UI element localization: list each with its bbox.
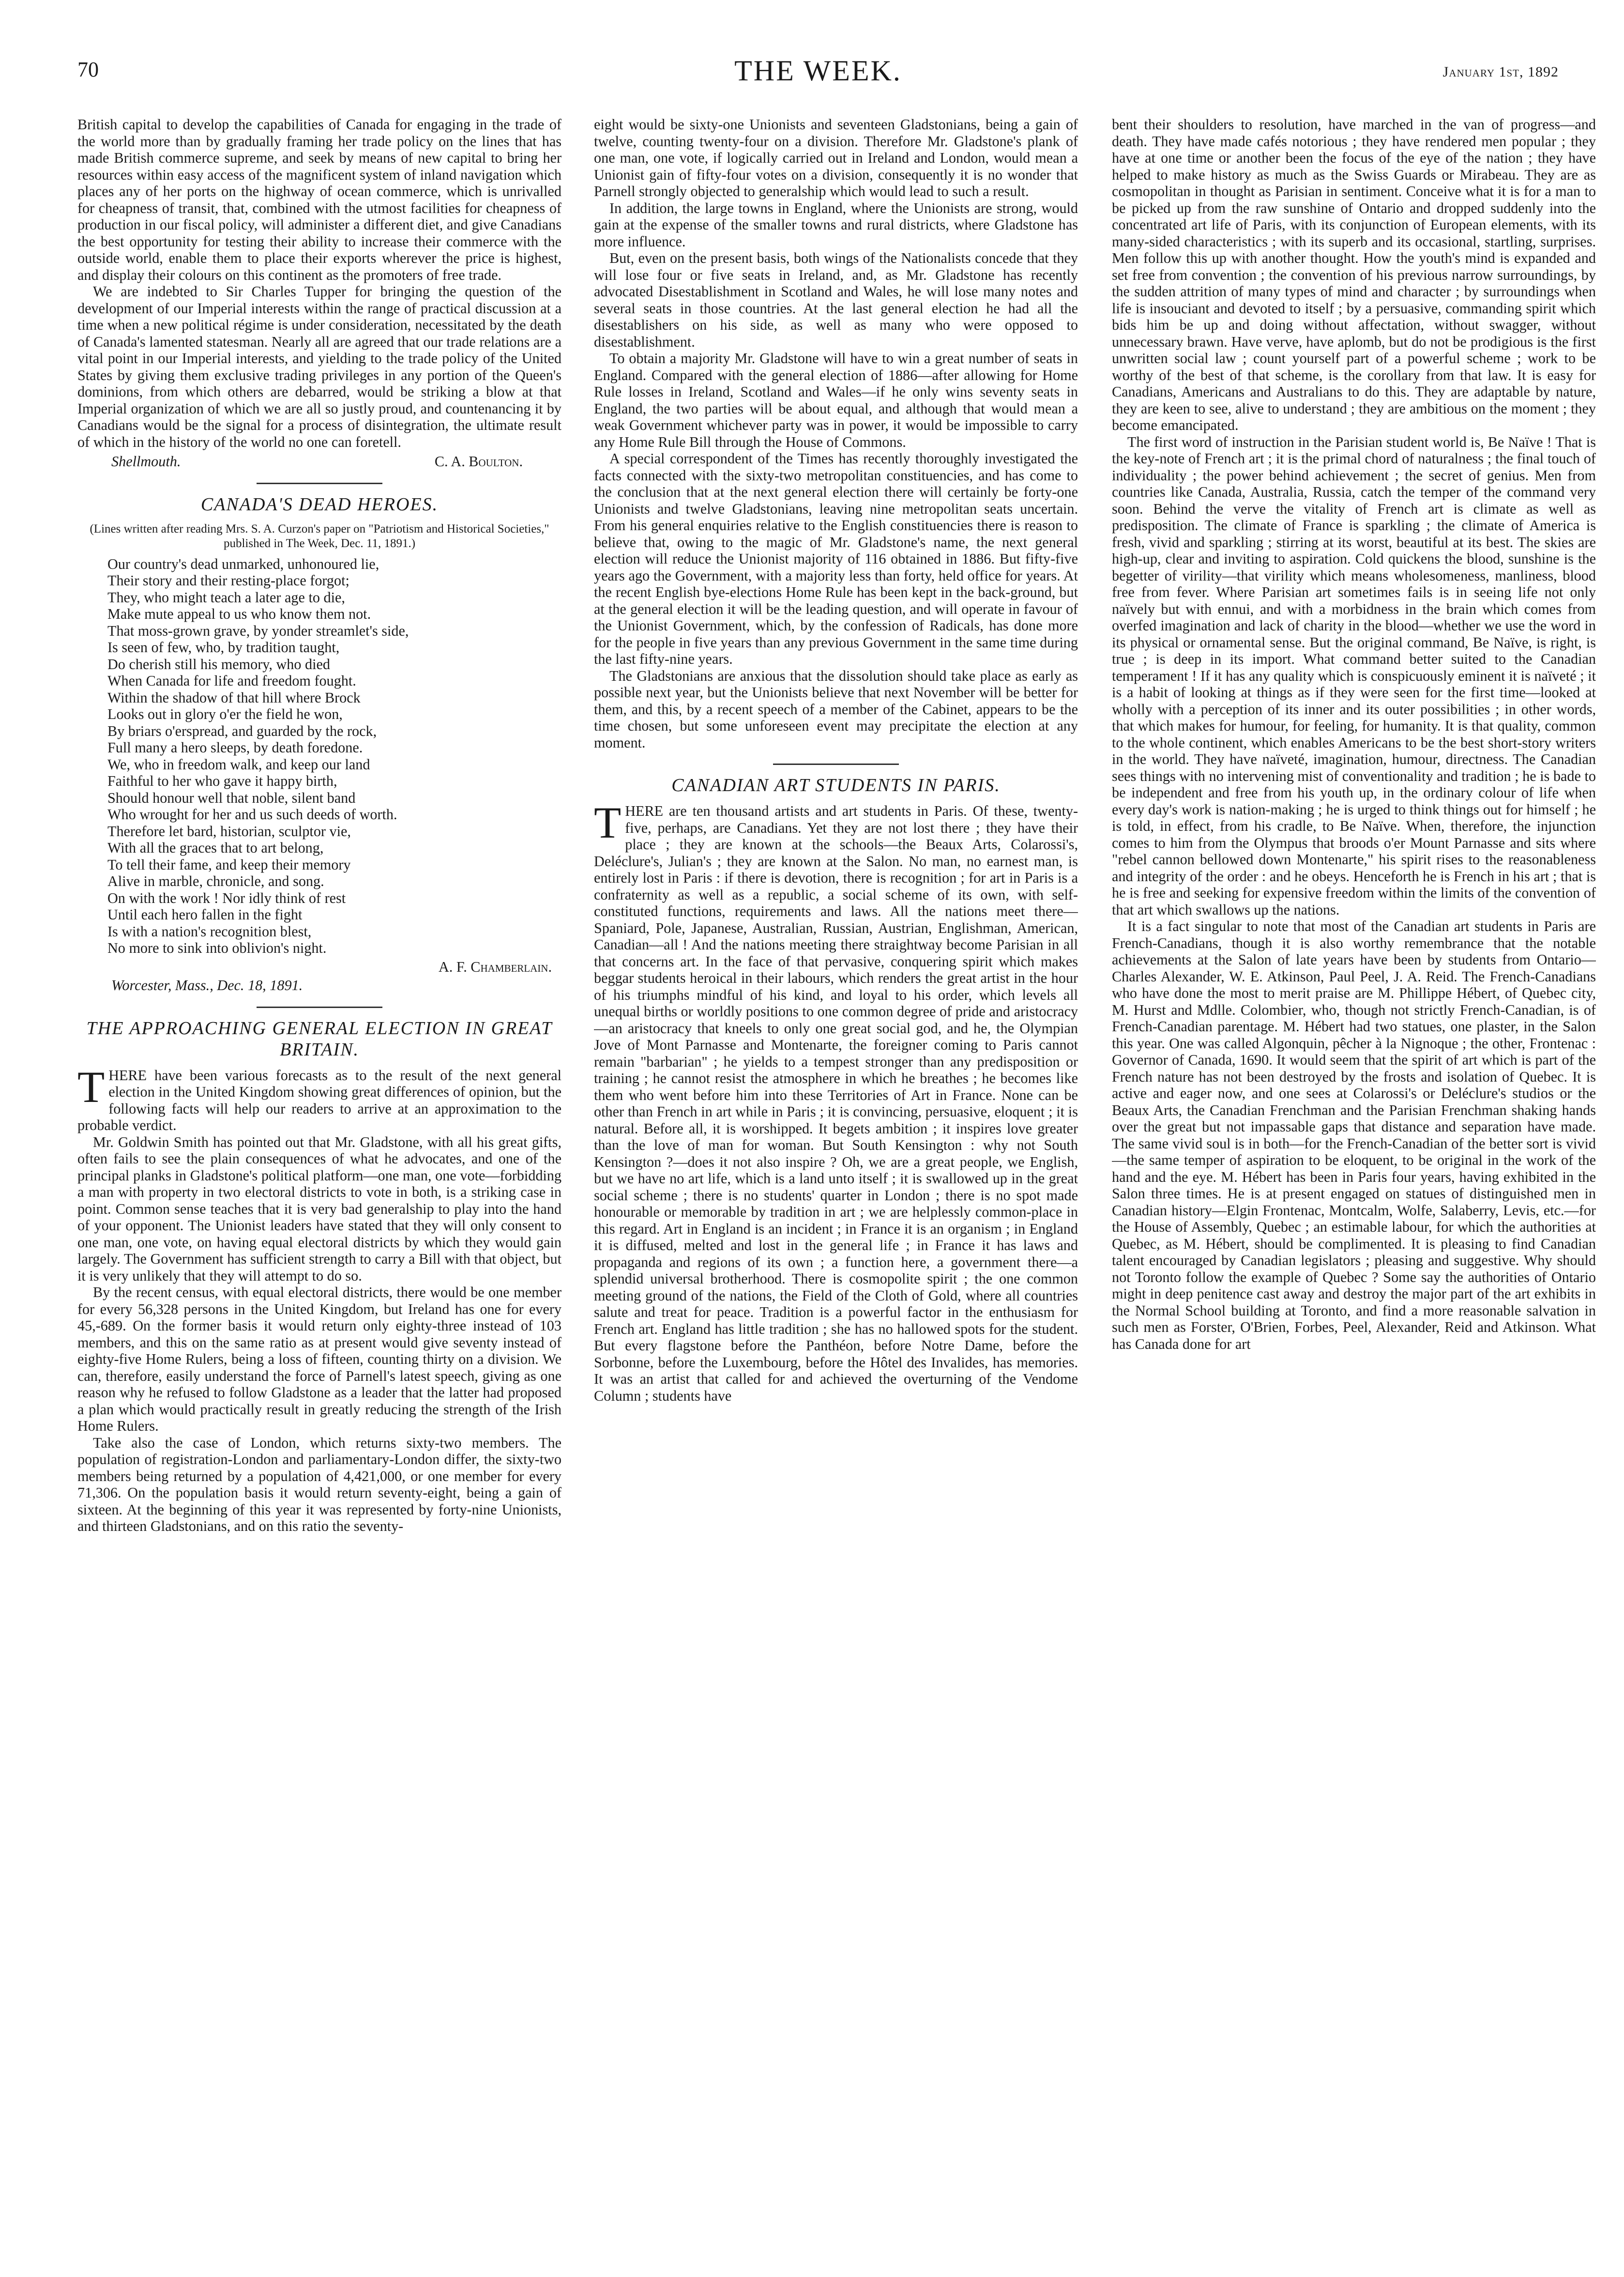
paragraph: Take also the case of London, which returns sixty-two members. The population of registration-London and parliamentary-London differ, the sixty-two members being returned by a population of 4,421,000, or one member for every 71,306. On the population basis it would return seventy-eight, being a gain of sixteen. At the beginning of this year it was represented by forty-nine Unionists, and thirteen Gladstonians, and on this ratio the seventy- [77,1434,562,1534]
issue-date: January 1st, 1892 [1442,64,1559,80]
poem-line: That moss-grown grave, by yonder streamlet's side, [107,622,409,639]
paragraph: The first word of instruction in the Parisian student world is, Be Naïve ! That is the key-note of French art ; it is the primal chord of naturalness ; the final touch of individuality ; the power behind achievement ; the secret of genius. Men from countries like Canada, Australia, Russia, catch the temper of the command very soon. Behind the verve the vitality of French art is climate as well as predisposition. The climate of France is sparkling ; the climate of America is fresh, vivid and sparkling ; stirring at its worst, beautiful at its best. The skies are high-up, clear and inviting to aspiration. Cold quickens the blood, sunshine is the begetter of virility—that virility which means wholesomeness, manliness, blood free from fever. Where Parisian art sometimes fails is in seeing life not only naïvely but with ennui, and with a morbidness in the brain which comes from overfed imagination and lack of charity in the blood—whether we use the word in its physical or ornamental sense. But the original command, Be Naïve, is right, is true ; is deep in its import. What command better suited to the Canadian temperament ! If it has any quality which is conspicuously eminent it is naïveté ; it is a habit of looking at things as if they were seen for the first time—looked at wholly with a perception of its inner and its outer possibilities ; in other words, that which makes for humour, for feeling, for humanity. It is that quality, common to the whole continent, which enables Americans to be the best short-story writers in the world. They have naïveté, imagination, humour, directness. The Canadian sees things with no intervening mist of conventionality and tradition ; he is bade to be independent and free from his youth up, in the ordinary colour of life when every day's work is nation-making ; he is urged to think things out for himself ; he is told, in effect, from his cradle, to Be Naïve. When, therefore, the injunction comes to him from the Olympus that broods o'er Mount Parnasse and sits where "rebel cannon bellowed down Montenarte," his spirit rises to the reasonableness and integrity of the order : and he obeys. Henceforth he is French in his art ; that is he is free and seeking for expensive freedom within the limits of the convention of that art which swallows up the nations. [1112,433,1596,918]
column-2 [594,116,1078,2246]
poem-line: When Canada for life and freedom fought. [107,672,356,689]
poem-line: Full many a hero sleeps, by death foredone. [107,739,363,756]
paragraph: By the recent census, with equal electoral districts, there would be one member for every 56,328 persons in the United Kingdom, but Ireland has one for every 45,-689. On the former basis it would return only eighty-three instead of 103 members, and this on the same ratio as at present would give seventy instead of eighty-five Home Rulers, being a loss of fifteen, counting thirty on a division. We can, therefore, easily understand the force of Parnell's latest speech, giving as one reason why he refused to follow Gladstone as a leader that the latter had proposed a plan which would practically result in greatly reducing the strength of the Irish Home Rulers. [77,1284,562,1434]
poem-line: Make mute appeal to us who know them not. [107,606,371,622]
poem-line: Is with a nation's recognition blest, [107,923,312,940]
poem-line: Until each hero fallen in the fight [107,906,303,923]
paragraph: THERE have been various forecasts as to the result of the next general election in the United Kingdom showing great differences of opinion, but the following facts will help our readers to arrive at an approximation to the probable verdict. [77,1062,562,1133]
page-header [77,57,1559,101]
poem-line: Alive in marble, chronicle, and song. [107,873,324,889]
poem-line: Should honour well that noble, silent band [107,789,356,806]
page-number: 70 [77,58,99,81]
poem-line: We, who in freedom walk, and keep our land [107,756,370,773]
poem-line: On with the work ! Nor idly think of rest [107,889,346,906]
paragraph: But, even on the present basis, both wings of the Nationalists concede that they will lose four or five seats in Ireland, and, as Mr. Gladstone has recently advocated Disestablishment in Scotland and Wales, he will lose many notes and several seats in those countries. At the last general election he had all the disestablishers on his side, as well as many who were opposed to disestablishment. [594,250,1078,350]
paragraph: In addition, the large towns in England, where the Unionists are strong, would gain at the expense of the smaller towns and rural districts, where Gladstone has more influence. [594,199,1078,250]
paragraph: British capital to develop the capabilities of Canada for engaging in the trade of the world more than by gradually framing her trade policy on the lines that has made British commerce supreme, and seek by means of new capital to bring her resources within easy access of the magnificent system of inland navigation which places any of her ports on the highway of ocean commerce, which is unrivalled for cheapness of transit, that, combined with the utmost facilities for cheapness of production in our fiscal policy, will administer a different diet, and give Canadians the best opportunity for testing their ability to increase their commerce with the outside world, enable them to place their exports wherever the price is highest, and display their colours on this continent as the promoters of free trade. [77,116,562,283]
paragraph: bent their shoulders to resolution, have marched in the van of progress—and death. They have made cafés notorious ; they have rendered men popular ; they have at one time or another been the focus of the eye of the nation ; they have helped to make history as much as the Swiss Guards or Mirabeau. They are as cosmopolitan in thought as Parisian in sentiment. Conceive what it is for a man to be picked up from the raw sunshine of Ontario and dropped suddenly into the concentrated art life of Paris, with its conjunction of European elements, with its many-sided characteristics ; with its superb and its occasional, startling, surprises. Men follow this up with another thought. How the youth's mind is expanded and set free from convention ; the convention of his previous narrow surroundings, by the sudden attrition of many types of mind and character ; by surroundings when life is insouciant and devoted to itself ; by a persuasive, commanding spirit which bids him be up and doing without affectation, without swagger, without unnecessary brawn. Have verve, have aplomb, but do not be prodigious is the first unwritten social law ; count yourself part of a powerful scheme ; work to be worthy of the best of that scheme, is the corollary from that law. It is easy for Canadians, Americans and Australians to do this. They are adaptable by nature, they are keen to see, alive to understand ; they are ambitious on the moment ; they become emancipated. [1112,116,1596,433]
poem-dateline: Worcester, Mass., Dec. 18, 1891. [111,977,303,993]
article-title: THE APPROACHING GENERAL ELECTION IN GREAT BRITAIN. [86,1018,553,1060]
column-1 [77,116,562,2246]
poem-title: CANADA'S DEAD HEROES. [200,494,439,515]
poem-line: To tell their fame, and keep their memory [107,856,351,873]
publication-title: THE WEEK. [734,55,902,87]
signature-name: C. A. Boulton. [434,453,523,470]
poem-line: They, who might teach a later age to die, [107,589,345,606]
poem-line: Is seen of few, who, by tradition taught, [107,639,340,656]
paragraph: To obtain a majority Mr. Gladstone will have to win a great number of seats in England. Compared with the general election of 1886—after allowing for Home Rule losses in Ireland, Scotland and Wales—if he only wins seventy seats in England, the two parties will be about equal, and although that would mean a weak Government whichever party was in power, it would be impossible to carry any Home Rule Bill through the House of Commons. [594,350,1078,450]
poem-line: Their story and their resting-place forgot; [107,572,349,589]
section-divider [257,483,382,484]
poem-line: Within the shadow of that hill where Brock [107,689,361,706]
section-divider [257,1007,382,1008]
drop-cap: T [594,798,622,847]
section-divider [773,764,899,765]
paragraph: The Gladstonians are anxious that the dissolution should take place as early as possible next year, but the Unionists believe that next November will be better for them, and this, by a recent speech of a member of the Cabinet, appears to be the time chosen, but some unforeseen event may precipitate the election at any moment. [594,667,1078,751]
poem-line: No more to sink into oblivion's night. [107,940,327,956]
paragraph: THERE are ten thousand artists and art students in Paris. Of these, twenty-five, perhaps, are Canadians. Yet they are not lost there ; they have their place ; they are known at the schools—the Beaux Arts, Colarossi's, Deléclure's, Julian's ; they are known at the Salon. No man, no earnest man, is entirely lost in Paris : if there is devotion, there is recognition ; for art in Paris is a confraternity as well as a republic, a social scheme of its own, with self-constituted functions, requirements and laws. All the nations meet there—Spaniard, Pole, Japanese, Australian, Russian, Austrian, Englishman, American, Canadian—all ! And the nations meeting there straightway become Parisian in all that concerns art. In the face of that pervasive, conquering spirit which makes beggar students heroical in their labours, which renders the great artist in the hour of his triumphs mindful of his kind, and loyal to his order, which levels all unequal births or worldly positions to one common degree of pride and aristocracy—an aristocracy that kneels to only one great social god, and he, the Olympian Jove of Mont Parnasse and Montenarte, the foreigner coming to Paris cannot remain "barbarian" ; he yields to a tempest stronger than any predisposition or training ; he cannot resist the atmosphere in which he breathes ; he becomes like them who went before him into these Territories of Art in France. None can be other than French in art while in Paris ; it is convincing, persuasive, eloquent ; it is natural. Before all, it is worshipped. It begets ambition ; it inspires love greater than the love of man for woman. But South Kensington : why not South Kensington ?—does it not also inspire ? Oh, we are a great people, we English, but we have no art life, which is a land unto itself ; it is swallowed up in the great social scheme ; there is no students' quarter in London ; there is no spot made honourable or memorable by tradition in art ; we are helplessly common-place in this regard. Art in England is an incident ; in France it is an organism ; in England it is diffused, melted and lost in the general life ; in France it has laws and propaganda and regions of its own ; a function here, a government there—a splendid universal brotherhood. There is cosmopolite spirit ; the one common meeting ground of the nations, the Field of the Cloth of Gold, where all countries salute and treat for peace. Tradition is a powerful factor in the enthusiasm for French art. England has little tradition ; she has no hallowed spots for the student. But every flagstone before the Panthéon, before Notre Dame, before the Sorbonne, before the Luxembourg, before the Hôtel des Invalides, has memories. It was an artist that called for and achieved the overturning of the Vendome Column ; students have [594,798,1078,1404]
poem-line: Looks out in glory o'er the field he won, [107,706,343,722]
poem-note: (Lines written after reading Mrs. S. A. Curzon's paper on "Patriotism and Historical Societies," published in The Week, Dec. 11, 1891.) [90,522,549,550]
poem-line: Faithful to her who gave it happy birth, [107,773,337,789]
poem-line: Our country's dead unmarked, unhonoured lie, [107,555,379,572]
paragraph: We are indebted to Sir Charles Tupper for bringing the question of the development of our Imperial interests within the range of practical discussion at a time when a new political régime is under consideration, necessitated by the death of Canada's lamented statesman. Nearly all are agreed that our trade relations are a vital point in our Imperial interests, and yielding to the trade policy of the United States by giving them exclusive trading privileges in any portion of the Queen's dominions, from which others are debarred, would be striking a blow at that Imperial organization of which we are all so justly proud, and countenancing it by Canadians would be the signal for a process of disintegration, the ultimate result of which in the history of the world no one can foretell. [77,283,562,450]
paragraph: A special correspondent of the Times has recently thoroughly investigated the facts connected with the sixty-two metropolitan constituencies, and has come to the conclusion that at the next general election there will certainly be forty-one Unionists and twelve Gladstonians, leaving nine metropolitan seats uncertain. From his general enquiries relative to the English constituencies there is reason to believe that, owing to the magic of Mr. Gladstone's name, the next general election will reduce the Unionist majority of 116 obtained in 1886. But fifty-five years ago the Government, with a majority less than forty, held office for years. At the recent English bye-elections Home Rule has been kept in the back-ground, but at the general election it will be the leading question, and will operate in favour of the Unionist Government, which, by the confession of Radicals, has done more for the people in five years than any previous Government in the same time during the last fifty-nine years. [594,450,1078,667]
poem-line: By briars o'erspread, and guarded by the rock, [107,722,377,739]
poem-body [107,556,562,957]
column-3 [1112,116,1596,2246]
paragraph: eight would be sixty-one Unionists and seventeen Gladstonians, being a gain of twelve, counting twenty-four on a division. Therefore Mr. Gladstone's plank of one man, one vote, if logically carried out in Ireland and London, would mean a Unionist gain of fifty-four votes on a division, consequently it is no wonder that Parnell strongly objected to generalship which would lead to such a result. [594,116,1078,199]
poem-line: Therefore let bard, historian, sculptor vie, [107,823,351,840]
poem-author: A. F. Chamberlain. [438,958,552,975]
poem-line: Who wrought for her and us such deeds of worth. [107,806,397,823]
article-title: CANADIAN ART STUDENTS IN PARIS. [671,775,1001,795]
paragraph: Mr. Goldwin Smith has pointed out that Mr. Gladstone, with all his great gifts, often fails to see the plain consequences of what he advocates, and one of the principal planks in Gladstone's political platform—one man, one vote—forbidding a man with property in two electoral districts to vote in both, is a striking case in point. Common sense teaches that it is very bad generalship to play into the hand of your opponent. The Unionist leaders have stated that they will only consent to one man, one vote, on having equal electoral districts by which they would gain largely. The Government has sufficient strength to carry a Bill with that object, but it is very unlikely that they will attempt to do so. [77,1133,562,1284]
poem-line: Do cherish still his memory, who died [107,656,331,672]
poem-line: With all the graces that to art belong, [107,840,324,856]
drop-cap: T [77,1062,105,1112]
signature-line [77,453,562,470]
paragraph: It is a fact singular to note that most of the Canadian art students in Paris are French-Canadians, though it is also worthy remembrance that the notable achievements at the Salon of late years have been by students from Ontario—Charles Alexander, W. E. Atkinson, Paul Peel, J. A. Reid. The French-Canadians who have done the most to merit praise are M. Phillippe Hébert, of Quebec city, M. Hurst and Mdlle. Colombier, who, though not strictly French-Canadian, is of French-Canadian parentage. M. Hébert had two statues, one plaster, in the Salon this year. One was called Algonquin, pêcher à la Nignoque ; the other, Frontenac : Governor of Canada, 1690. It would seem that the spirit of art which is part of the French nature has not been destroyed by the frosts and isolation of Quebec. It is active and eager now, and one sees at Colarossi's or Deléclure's studios or the Beaux Arts, the Canadian Frenchman and the Parisian Frenchman shaking hands over the great but not impassable gaps that distance and separation have made. The same vivid soul is in both—for the French-Canadian of the better sort is vivid—the same temper of aspiration to be eloquent, to be original in the work of the hand and the eye. M. Hébert has been in Paris four years, having exhibited in the Salon three times. He is at present engaged on statues of distinguished men in Canadian history—Elgin Frontenac, Montcalm, Wolfe, Salaberry, Levis, etc.—for the House of Assembly, Quebec ; an estimable labour, for which the authorities at Quebec, as M. Hébert, should be complimented. It is pleasing to find Canadian talent encouraged by Canadian legislators ; pleasing and suggestive. Why should not Toronto follow the example of Quebec ? Some say the authorities of Ontario might in deep penitence cast away and destroy the major part of the art exhibits in the Normal School building at Toronto, and find a more reasonable salvation in such men as Forster, O'Brien, Forbes, Peel, Alexander, Reid and Atkinson. What has Canada done for art [1112,918,1596,1352]
signature-place: Shellmouth. [111,453,181,470]
